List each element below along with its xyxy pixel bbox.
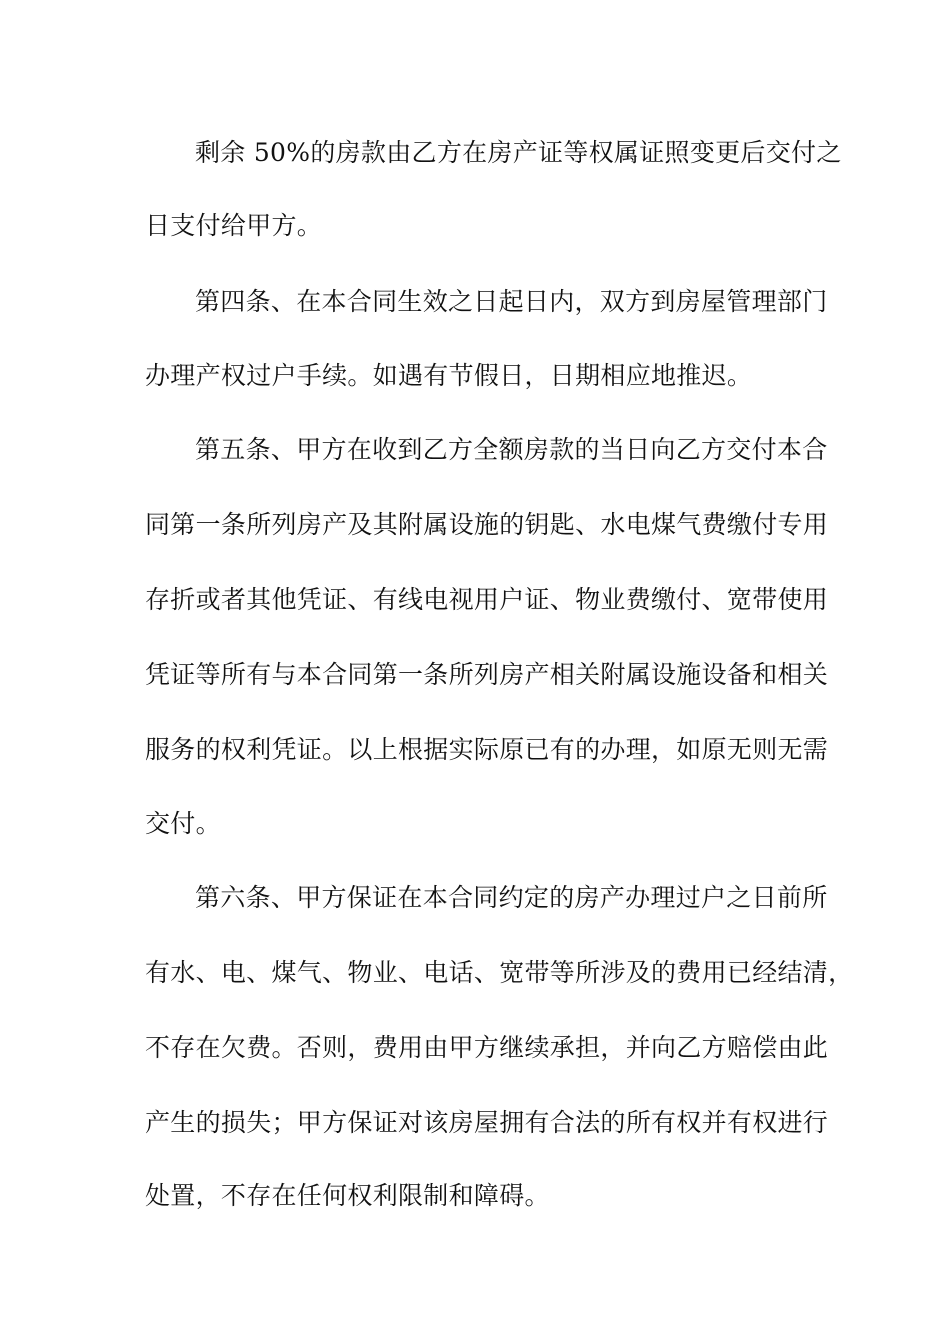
text-line: 凭证等所有与本合同第一条所列房产相关附属设施设备和相关 <box>145 660 829 689</box>
text-line: 交付。 <box>145 809 221 838</box>
text-line: 存折或者其他凭证、有线电视用户证、物业费缴付、宽带使用 <box>145 585 829 614</box>
text-line: 有水、电、煤气、物业、电话、宽带等所涉及的费用已经结清， <box>145 958 854 987</box>
text-line: 第五条、甲方在收到乙方全额房款的当日向乙方交付本合 <box>195 435 828 464</box>
text-line: 日支付给甲方。 <box>145 211 323 240</box>
text-line: 不存在欠费。否则，费用由甲方继续承担，并向乙方赔偿由此 <box>145 1033 829 1062</box>
text-line: 第四条、在本合同生效之日起日内，双方到房屋管理部门 <box>195 287 828 316</box>
text-line: 第六条、甲方保证在本合同约定的房产办理过户之日前所 <box>195 883 828 912</box>
text-line: 剩余 50%的房款由乙方在房产证等权属证照变更后交付之 <box>195 138 842 167</box>
text-line: 处置，不存在任何权利限制和障碍。 <box>145 1181 550 1210</box>
text-line: 产生的损失；甲方保证对该房屋拥有合法的所有权并有权进行 <box>145 1108 829 1137</box>
text-line: 服务的权利凭证。以上根据实际原已有的办理，如原无则无需 <box>145 735 829 764</box>
text-line: 办理产权过户手续。如遇有节假日，日期相应地推迟。 <box>145 361 753 390</box>
text-line: 同第一条所列房产及其附属设施的钥匙、水电煤气费缴付专用 <box>145 510 829 539</box>
